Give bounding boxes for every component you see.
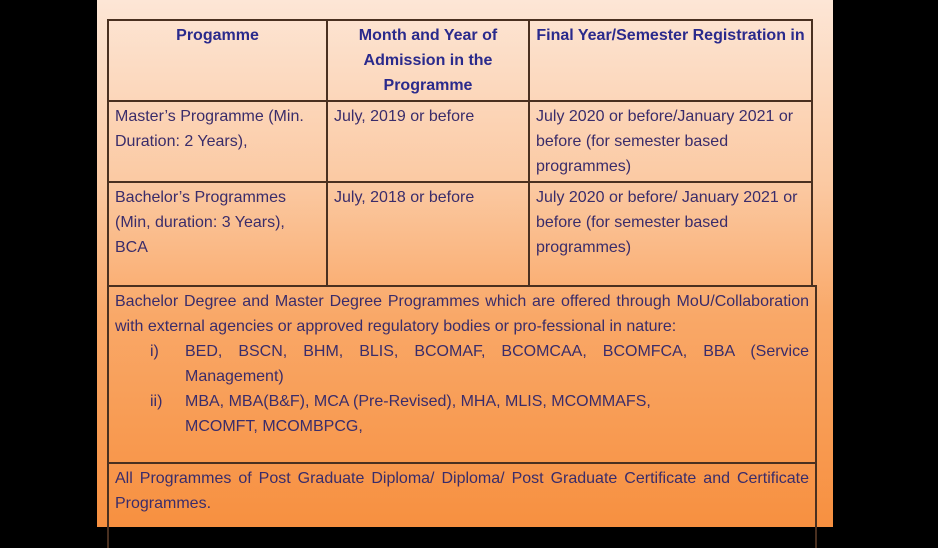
cell-admission: July, 2018 or before [327, 182, 529, 286]
collaboration-intro: Bachelor Degree and Master Degree Programmes which are offered through MoU/Collaboration with external agencies or approved regulatory bodies or pro-fessional in nature: [115, 293, 809, 335]
table-header-row [108, 20, 812, 101]
cell-admission: July, 2019 or before [327, 101, 529, 182]
cell-programme: Master’s Programme (Min. Duration: 2 Years), [108, 101, 327, 182]
list-item [115, 389, 809, 414]
list-text-continued: MCOMFT, MCOMBPCG, [185, 418, 363, 435]
collaboration-programmes-box [107, 285, 817, 464]
table-row [108, 101, 812, 182]
eligibility-table [107, 19, 813, 287]
cell-registration: July 2020 or before/ January 2021 or before (for semester based programmes) [529, 182, 812, 286]
diploma-programmes-box [107, 462, 817, 548]
list-number: ii) [150, 393, 163, 410]
header-programme: Progamme [108, 20, 327, 101]
slide [97, 0, 833, 527]
list-text: MBA, MBA(B&F), MCA (Pre-Revised), MHA, MLIS, MCOMMAFS, [185, 393, 651, 410]
header-registration: Final Year/Semester Registration in [529, 20, 812, 101]
cell-registration: July 2020 or before/January 2021 or before (for semester based programmes) [529, 101, 812, 182]
list-text: BED, BSCN, BHM, BLIS, BCOMAF, BCOMCAA, BCOMFCA, BBA (Service Management) [185, 343, 809, 385]
table-row [108, 182, 812, 286]
header-admission: Month and Year of Admission in the Programme [327, 20, 529, 101]
list-number: i) [150, 343, 159, 360]
list-item [115, 339, 809, 389]
diploma-text: All Programmes of Post Graduate Diploma/ Diploma/ Post Graduate Certificate and Certificate Programmes. [115, 470, 809, 512]
cell-programme: Bachelor’s Programmes (Min, duration: 3 Years), BCA [108, 182, 327, 286]
